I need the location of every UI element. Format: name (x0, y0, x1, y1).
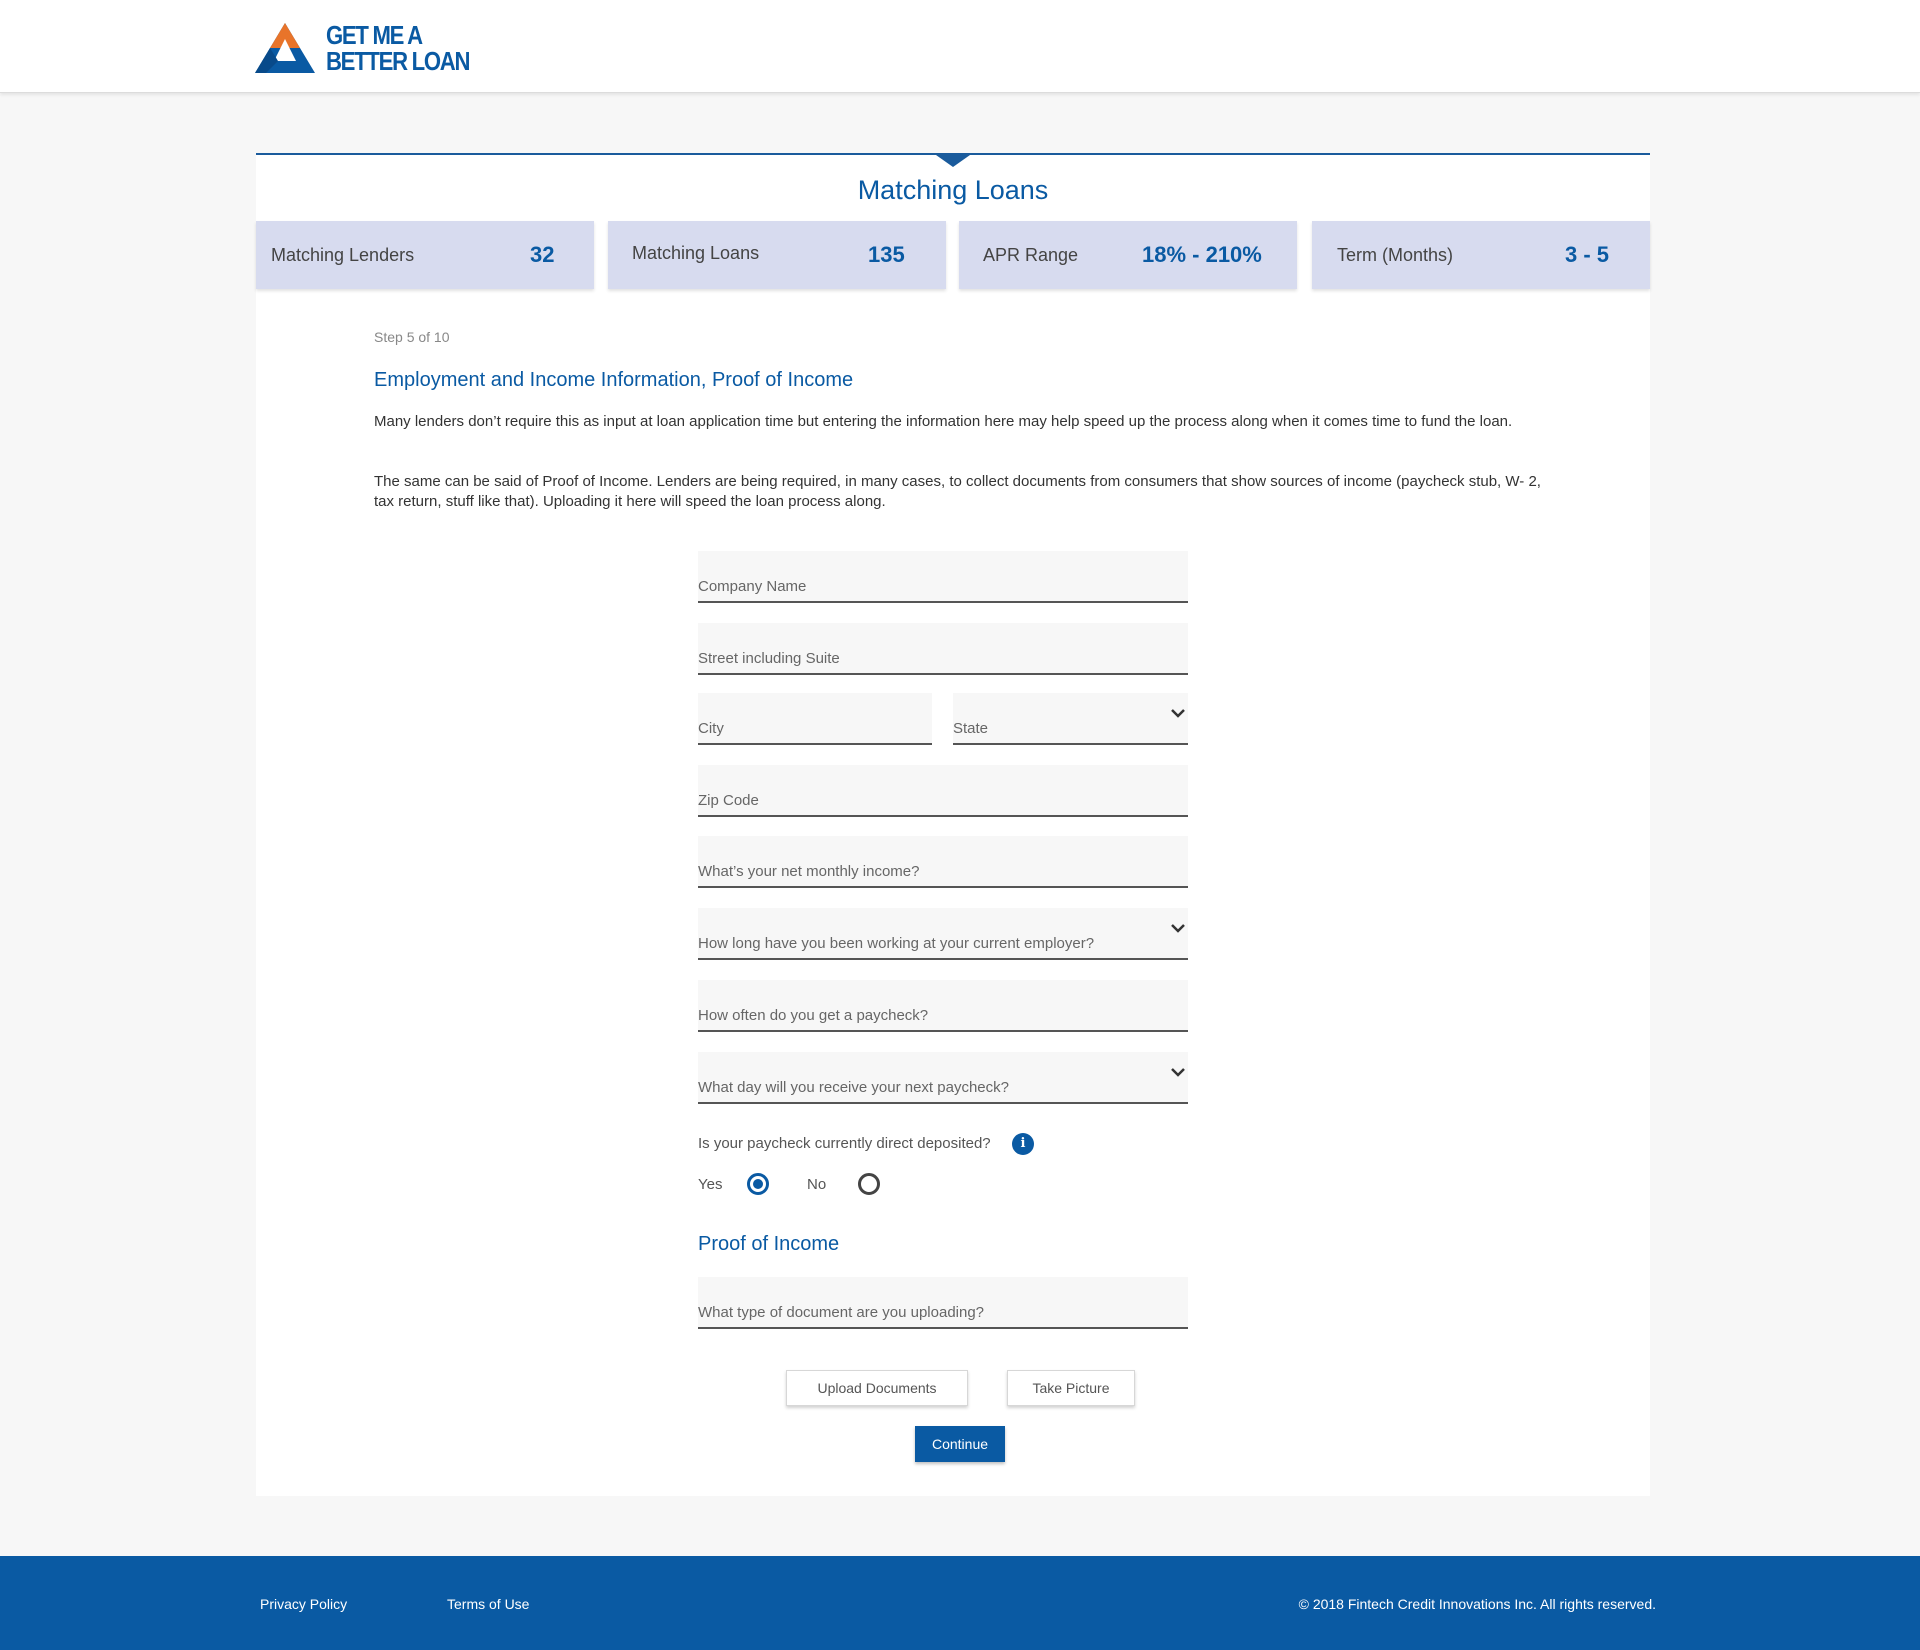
radio-label-yes: Yes (698, 1176, 723, 1193)
stat-label: Matching Loans (632, 243, 760, 263)
brand-name-line2: BETTER LOAN (326, 45, 470, 76)
application-card (256, 153, 1650, 1496)
brand-name (326, 19, 470, 76)
copyright-text: © 2018 Fintech Credit Innovations Inc. All rights reserved. (1298, 1596, 1656, 1612)
summary-stats (256, 221, 1650, 289)
privacy-policy-link[interactable]: Privacy Policy (260, 1596, 348, 1612)
direct-deposit-yes-radio[interactable] (747, 1173, 769, 1195)
state-select[interactable] (953, 693, 1188, 745)
street-input[interactable] (698, 623, 1188, 675)
field-placeholder: City (698, 720, 724, 737)
info-icon[interactable]: i (1012, 1133, 1034, 1155)
city-input[interactable] (698, 693, 932, 745)
direct-deposit-question: Is your paycheck currently direct deposited? (698, 1135, 991, 1152)
zip-code-input[interactable] (698, 765, 1188, 817)
chevron-down-icon (1170, 922, 1186, 934)
field-placeholder: Zip Code (698, 792, 759, 809)
proof-of-income-title: Proof of Income (698, 1233, 840, 1255)
field-placeholder: Street including Suite (698, 650, 840, 667)
next-paycheck-select[interactable] (698, 1052, 1188, 1104)
section-title: Employment and Income Information, Proof of Income (374, 369, 854, 391)
stat-value: 3 - 5 (1565, 242, 1610, 267)
site-header (0, 0, 1920, 93)
stat-label: Matching Lenders (271, 245, 415, 265)
net-income-input[interactable] (698, 836, 1188, 888)
stat-label: Term (Months) (1337, 245, 1454, 265)
card-notch (936, 155, 970, 167)
take-picture-button[interactable]: Take Picture (1007, 1370, 1135, 1406)
field-placeholder: State (953, 720, 989, 737)
field-placeholder: What type of document are you uploading? (698, 1304, 985, 1321)
stat-apr-range (959, 221, 1297, 289)
company-name-input[interactable] (698, 551, 1188, 603)
summary-title: Matching Loans (857, 175, 1049, 205)
pay-frequency-input[interactable] (698, 980, 1188, 1032)
terms-of-use-link[interactable]: Terms of Use (447, 1596, 530, 1612)
chevron-down-icon (1170, 1066, 1186, 1078)
continue-button[interactable]: Continue (915, 1426, 1005, 1462)
stat-value: 32 (530, 242, 555, 267)
upload-documents-button[interactable]: Upload Documents (786, 1370, 968, 1406)
stat-matching-loans (608, 221, 946, 289)
stat-value: 135 (868, 242, 905, 267)
brand-logo[interactable] (254, 20, 494, 75)
triangle-logo-icon (254, 21, 316, 75)
stat-term-months (1312, 221, 1650, 289)
document-type-input[interactable] (698, 1277, 1188, 1329)
direct-deposit-no-radio[interactable] (858, 1173, 880, 1195)
chevron-down-icon (1170, 707, 1186, 719)
field-placeholder: How long have you been working at your current employer? (698, 935, 1095, 952)
radio-label-no: No (807, 1176, 827, 1193)
step-indicator: Step 5 of 10 (374, 329, 450, 345)
brand-name-line1: GET ME A (326, 19, 422, 50)
intro-paragraph-1: Many lenders don’t require this as input at loan application time but entering the information here may help speed up the process along when it comes time to fund the loan. (374, 413, 1513, 430)
field-placeholder: What’s your net monthly income? (698, 863, 920, 880)
stat-matching-lenders (256, 221, 594, 289)
stat-value: 18% - 210% (1142, 242, 1262, 267)
site-footer (0, 1556, 1920, 1650)
field-placeholder: Company Name (698, 578, 807, 595)
field-placeholder: What day will you receive your next paycheck? (698, 1079, 1009, 1096)
employment-length-select[interactable] (698, 908, 1188, 960)
stat-label: APR Range (983, 245, 1079, 265)
field-placeholder: How often do you get a paycheck? (698, 1007, 929, 1024)
intro-paragraph-2: The same can be said of Proof of Income. Lenders are being required, in many cases, to collect documents from consumers that show sources of income (paycheck stub, W- 2, tax return, stuff like that). Uploading it here will speed the loan process along. (374, 473, 1541, 510)
